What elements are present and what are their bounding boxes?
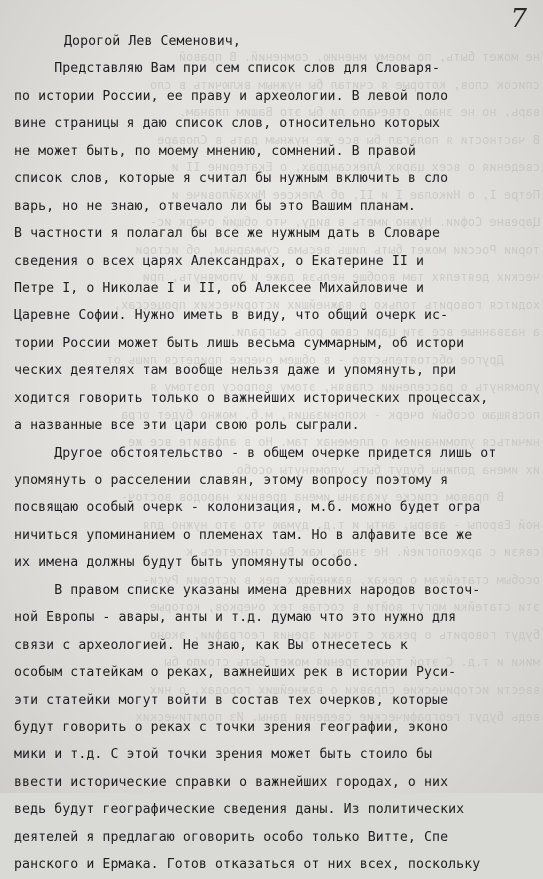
salutation: Дорогой Лев Семенович, — [64, 34, 241, 49]
letter-line: их имена должны будут быть упомянуты особо. — [14, 555, 360, 571]
letter-line: по истории России, ее праву и археологии. В левой поло — [14, 88, 449, 104]
letter-line: В частности я полагал бы все же нужным дать в Словаре — [14, 226, 441, 242]
letter-line: особым статейкам о реках, важнейших рек в истории Руси- — [14, 665, 457, 681]
letter-line: связи с археологией. Не знаю, как Вы отнесетесь к — [14, 637, 408, 653]
letter-line: ничиться упоминанием о племенах там. Но в алфавите все же — [14, 527, 473, 543]
letter-line: вине страницы я даю список слов, относительно которых — [14, 116, 441, 132]
letter-line: список слов, которые я считал бы нужным включить в сло — [14, 171, 449, 187]
letter-line: ввести исторические справки о важнейших городах, о них — [14, 774, 449, 790]
letter-line: а названные все эти цари свою роль сыграли. — [14, 418, 360, 434]
letter-line: Представляю Вам при сем список слов для Словаря- — [14, 61, 441, 77]
letter-line: Петре I, о Николае I и II, об Алексее Михайловиче и — [14, 280, 425, 296]
page-number: 7 — [510, 4, 527, 34]
letter-line: ной Европы - авары, анты и т.д. думаю что это нужно для — [14, 610, 457, 626]
letter-line: Царевне Софии. Нужно иметь в виду, что общий очерк ис- — [14, 308, 449, 324]
letter-line: мики и т.д. С этой точки зрения может быть стоило бы — [14, 747, 433, 763]
bleed-through-text: не может быть, по моему мнению, сомнений. В правой список слов, которые я считал бы нужным включить в сло варь, но не знаю, отвечало ли бы это Вашим планам. В частности я полагал бы все же нужным дать в Словаре сведения о всех царях Александрах, о Екатерине II и Петре I, о Николае I и II, об Алексее Михайловиче и Царевне Софии. Нужно иметь в виду, что общий очерк ис- тории России может быть лишь весьма суммарным, об истори ческих деятелях там вообще нельзя даже и упомянуть, при ходится говорить только о важнейших исторических процессах, а названные все эти цари свою роль сыграли. Другое обстоятельство - в общем очерке придется лишь от упомянуть о расселении славян, этому вопросу поэтому я посвящаю особый очерк - колонизация, м.б. можно будет огра ничиться упоминанием о племенах там. Но в алфавите все же их имена должны будут быть упомянуты особо. В правом списке указаны имена древних народов восточ- ной Европы - авары, анты и т.д. думаю что это нужно для связи с археологией. Не знаю, как Вы отнесетесь к особым статейкам о реках, важнейших рек в истории Руси- эти статейки могут войти в состав тех очерков, которые будут говорить о реках с точки зрения географии, эконо мики и т.д. С этой точки зрения может быть стоило бы ввести исторические справки о важнейших городах, о них ведь будут географические сведения даны. Из политических — [106, 50, 540, 724]
letter-line: эти статейки могут войти в состав тех очерков, которые — [14, 692, 449, 708]
letter-line: посвящаю особый очерк - колонизация, м.б. можно будет огра — [14, 500, 481, 516]
letter-line: ческих деятелях там вообще нельзя даже и упомянуть, при — [14, 363, 457, 379]
letter-line: не может быть, по моему мнению, сомнений. В правой — [14, 143, 416, 159]
letter-line: ранского и Ермака. Готов отказаться от них всех, поскольку — [14, 857, 481, 873]
letter-line: Другое обстоятельство - в общем очерке придется лишь от — [14, 445, 497, 461]
letter-line: деятелей я предлагаю оговорить особо только Витте, Спе — [14, 829, 449, 845]
letter-line: тории России может быть лишь весьма суммарным, об истори — [14, 335, 465, 351]
letter-body — [14, 28, 530, 879]
letter-line: упомянуть о расселении славян, этому вопросу поэтому я — [14, 473, 449, 488]
letter-line: В правом списке указаны имена древних народов восточ- — [14, 582, 481, 598]
letter-line: сведения о всех царях Александрах, о Екатерине II и — [14, 253, 425, 269]
letter-line: ходится говорить только о важнейших исторических процессах, — [14, 390, 489, 406]
letter-line: варь, но не знаю, отвечало ли бы это Вашим планам. — [14, 198, 416, 214]
letter-line: будут говорить о реках с точки зрения географии, эконо — [14, 719, 449, 735]
letter-line: ведь будут географические сведения даны. Из политических — [14, 802, 465, 818]
